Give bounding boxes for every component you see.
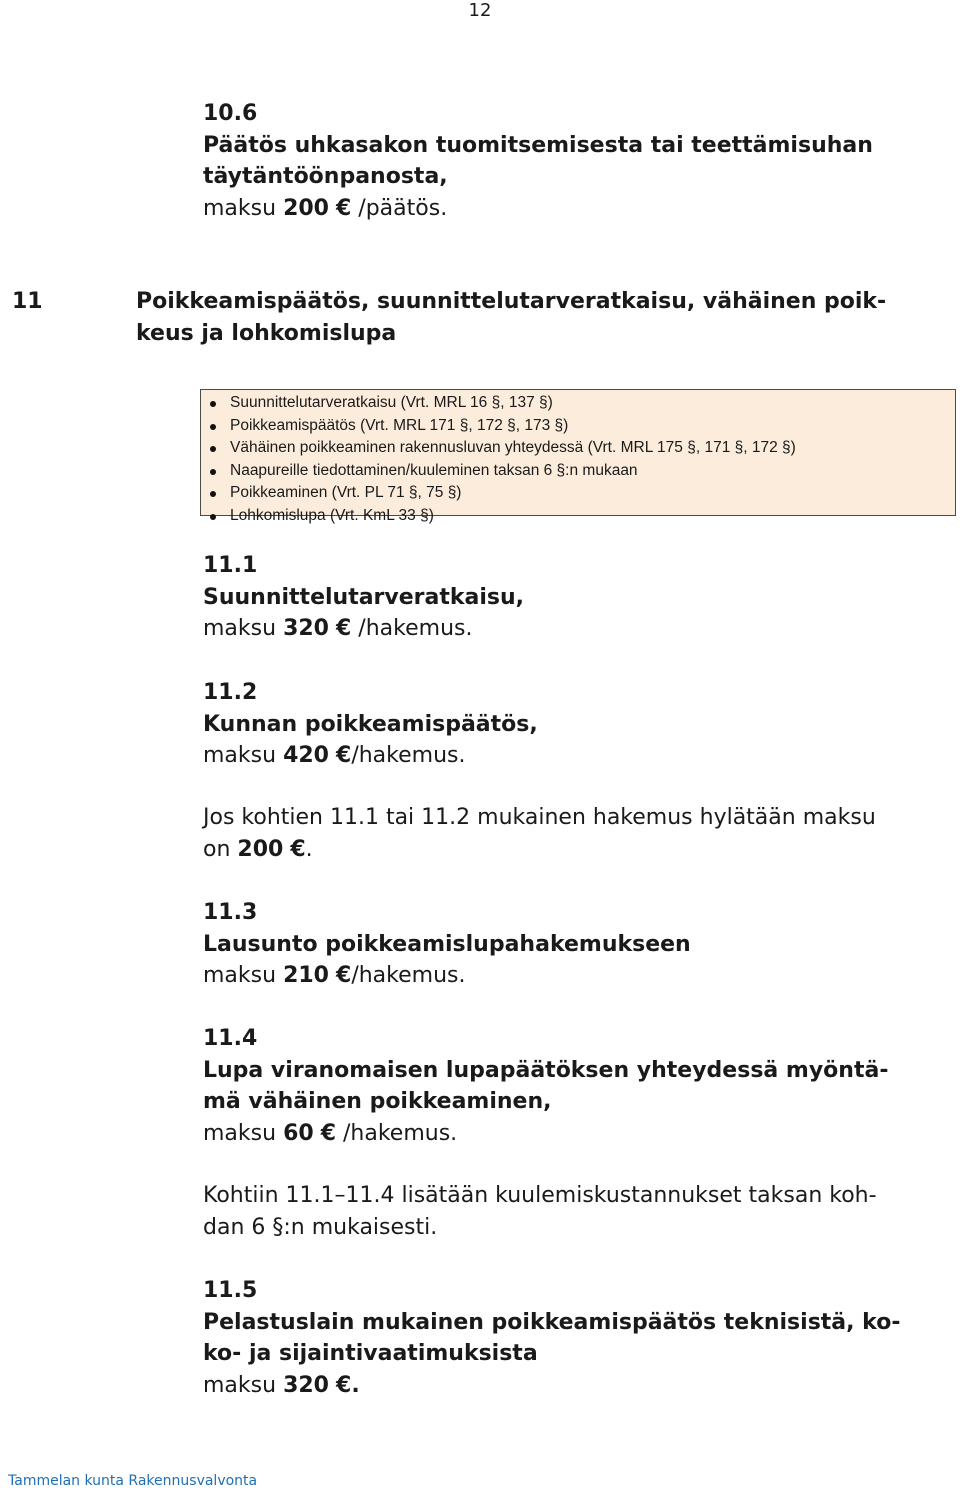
section-11-2	[203, 677, 940, 772]
fee-line: maksu 420 €/hakemus.	[203, 740, 940, 772]
reference-list	[201, 392, 955, 528]
section-title-line: Päätös uhkasakon tuomitsemisesta tai teettämisuhan	[203, 132, 873, 158]
rejection-note: Jos kohtien 11.1 tai 11.2 mukainen hakemus hylätään maksu on 200 €.	[203, 802, 940, 865]
euro-symbol: €	[290, 836, 306, 862]
fee-amount: 60	[283, 1120, 314, 1146]
list-item: Suunnittelutarveratkaisu (Vrt. MRL 16 §, 137 §)	[201, 392, 955, 415]
fee-amount: 420	[283, 743, 329, 768]
bullet-icon	[210, 514, 216, 520]
section-title: Lausunto poikkeamislupahakemukseen	[203, 931, 691, 957]
euro-symbol: €	[320, 1120, 336, 1146]
section-title-line: Lupa viranomaisen lupapäätöksen yhteydessä myöntä-	[203, 1057, 889, 1083]
section-title: Suunnittelutarveratkaisu,	[203, 584, 525, 610]
section-title-line: mä vähäinen poikkeaminen,	[203, 1089, 552, 1114]
reference-box	[200, 389, 956, 524]
fee-amount: 200	[283, 195, 329, 221]
list-item: Vähäinen poikkeaminen rakennusluvan yhteydessä (Vrt. MRL 175 §, 171 §, 172 §)	[201, 437, 955, 460]
fee-amount: 200	[237, 836, 284, 862]
section-number: 11.1	[203, 553, 258, 578]
fee-amount: 320	[283, 616, 329, 641]
fee-amount: 210	[283, 963, 329, 988]
section-title-line: Pelastuslain mukainen poikkeamispäätös teknisistä, ko-	[203, 1309, 901, 1335]
hearing-costs-note: Kohtiin 11.1–11.4 lisätään kuulemiskustannukset taksan koh- dan 6 §:n mukaisesti.	[203, 1183, 877, 1240]
section-number: 11.5	[203, 1278, 258, 1303]
fee-amount: 320	[283, 1372, 329, 1398]
section-title-line: ko- ja sijaintivaatimuksista	[203, 1341, 538, 1366]
section-11-3	[203, 897, 940, 992]
list-item: Lohkomislupa (Vrt. KmL 33 §)	[201, 505, 955, 528]
list-item: Poikkeamispäätös (Vrt. MRL 171 §, 172 §, 173 §)	[201, 415, 955, 438]
section-10-6	[203, 98, 940, 224]
bullet-icon	[210, 469, 216, 475]
euro-symbol: €	[336, 963, 352, 988]
bullet-icon	[210, 401, 216, 407]
list-item: Naapureille tiedottaminen/kuuleminen taksan 6 §:n mukaan	[201, 460, 955, 483]
fee-line: maksu 320 € /hakemus.	[203, 613, 940, 645]
fee-line: maksu 210 €/hakemus.	[203, 960, 940, 992]
euro-symbol: €	[336, 1372, 352, 1398]
bullet-icon	[210, 446, 216, 452]
section-11-5	[203, 1275, 940, 1401]
section-number: 11.2	[203, 680, 258, 705]
footer-text: Tammelan kunta Rakennusvalvonta	[8, 1473, 258, 1489]
section-title: Kunnan poikkeamispäätös,	[203, 711, 538, 737]
bullet-icon	[210, 491, 216, 497]
list-item: Poikkeaminen (Vrt. PL 71 §, 75 §)	[201, 482, 955, 505]
section-title: Poikkeamispäätös, suunnittelutarveratkaisu, vähäinen poik- keus ja lohkomislupa	[136, 289, 887, 346]
section-number: 11	[12, 289, 43, 314]
euro-symbol: €	[336, 195, 352, 221]
section-11-1	[203, 550, 940, 645]
section-number: 10.6	[203, 101, 258, 126]
section-title-line: täytäntöönpanosta,	[203, 164, 448, 189]
section-number: 11.3	[203, 900, 258, 925]
bullet-icon	[210, 424, 216, 430]
fee-line: maksu 200 € /päätös.	[203, 193, 940, 225]
euro-symbol: €	[336, 743, 352, 768]
fee-line: maksu 60 € /hakemus.	[203, 1118, 940, 1150]
section-11-4	[203, 1023, 940, 1149]
fee-line: maksu 320 €.	[203, 1370, 940, 1402]
section-number: 11.4	[203, 1026, 258, 1051]
page-number: 12	[468, 0, 492, 21]
euro-symbol: €	[336, 616, 352, 641]
